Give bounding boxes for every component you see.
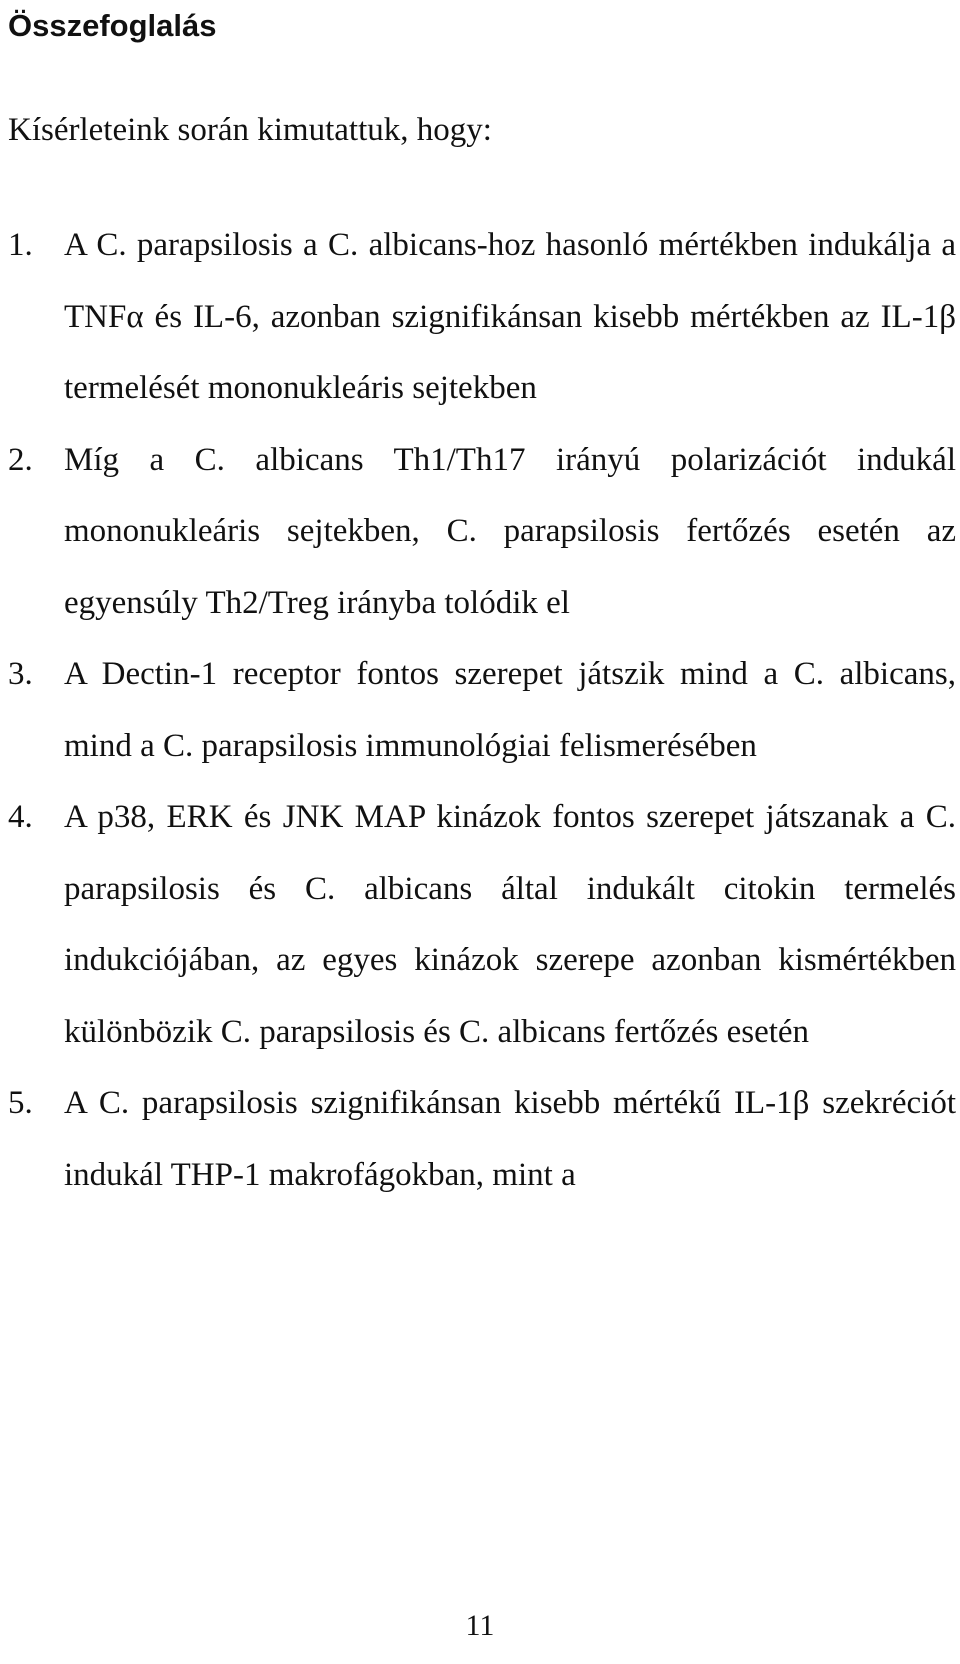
list-item — [8, 210, 956, 425]
findings-list — [8, 210, 956, 1211]
list-item-number: 5. — [8, 1085, 33, 1121]
list-item-text: A C. parapsilosis a C. albicans-hoz hasonló mértékben indukálja a TNFα és IL-6, azonban szignifikánsan kisebb mértékben az IL-1β termelését mononukleáris sejtekben — [64, 227, 956, 406]
list-item — [8, 425, 956, 640]
list-item-number: 4. — [8, 799, 33, 835]
list-item — [8, 782, 956, 1068]
list-item — [8, 639, 956, 782]
section-title: Összefoglalás — [8, 8, 217, 43]
intro-paragraph: Kísérleteink során kimutattuk, hogy: — [8, 112, 492, 148]
list-item-text: A Dectin-1 receptor fontos szerepet játszik mind a C. albicans, mind a C. parapsilosis immunológiai felismerésében — [64, 656, 956, 764]
list-item — [8, 1068, 956, 1211]
page-number: 11 — [465, 1609, 495, 1642]
list-item-number: 1. — [8, 227, 33, 263]
list-item-number: 3. — [8, 656, 33, 692]
list-item-text: Míg a C. albicans Th1/Th17 irányú polarizációt indukál mononukleáris sejtekben, C. parapsilosis fertőzés esetén az egyensúly Th2/Treg irányba tolódik el — [64, 441, 956, 621]
list-item-text: A C. parapsilosis szignifikánsan kisebb mértékű IL-1β szekréciót indukál THP-1 makrofágokban, mint a — [64, 1085, 956, 1193]
list-item-number: 2. — [8, 441, 33, 478]
list-item-text: A p38, ERK és JNK MAP kinázok fontos szerepet játszanak a C. parapsilosis és C. albicans által indukált citokin termelés indukciójában, az egyes kinázok szerepe azonban kismértékben különbözik C. parapsilosis és C. albicans fertőzés esetén — [64, 799, 956, 1050]
